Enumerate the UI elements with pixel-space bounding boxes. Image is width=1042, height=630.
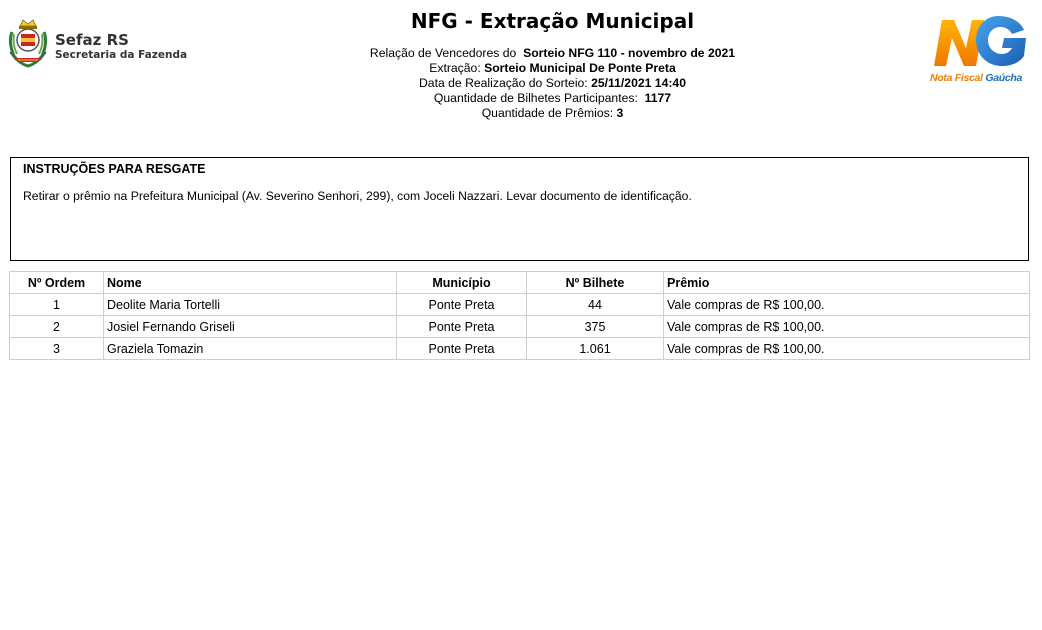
col-header-nome: Nome bbox=[104, 272, 397, 294]
relacao-line bbox=[0, 46, 1042, 61]
table-header-row bbox=[10, 272, 1030, 294]
table-row bbox=[10, 316, 1030, 338]
page-title: NFG - Extração Municipal bbox=[410, 9, 695, 33]
cell-ordem: 1 bbox=[10, 294, 104, 316]
premios-line bbox=[0, 106, 1042, 121]
premios-value: 3 bbox=[616, 106, 624, 120]
cell-premio: Vale compras de R$ 100,00. bbox=[664, 316, 1030, 338]
bilhetes-value: 1177 bbox=[644, 91, 672, 105]
cell-nome: Josiel Fernando Griseli bbox=[104, 316, 397, 338]
relacao-value: Sorteio NFG 110 - novembro de 2021 bbox=[523, 46, 736, 60]
data-line bbox=[0, 76, 1042, 91]
instructions-text: Retirar o prêmio na Prefeitura Municipal (Av. Severino Senhori, 299), com Joceli Nazzari. Levar documento de identificação. bbox=[23, 189, 692, 203]
cell-nome: Deolite Maria Tortelli bbox=[104, 294, 397, 316]
data-label: Data de Realização do Sorteio: bbox=[419, 76, 588, 90]
nfg-tagline bbox=[930, 72, 1022, 84]
nfg-tag-part2: Gaúcha bbox=[985, 72, 1023, 84]
data-value: 25/11/2021 14:40 bbox=[591, 76, 686, 90]
cell-municipio: Ponte Preta bbox=[397, 294, 527, 316]
winners-table bbox=[9, 271, 1030, 360]
bilhetes-label: Quantidade de Bilhetes Participantes: bbox=[433, 91, 638, 105]
cell-ordem: 2 bbox=[10, 316, 104, 338]
nfg-logo bbox=[928, 10, 1032, 90]
nfg-tag-part1: Nota Fiscal bbox=[930, 72, 983, 84]
cell-ordem: 3 bbox=[10, 338, 104, 360]
instructions-title: INSTRUÇÕES PARA RESGATE bbox=[23, 162, 206, 176]
org-subtitle: Secretaria da Fazenda bbox=[55, 49, 188, 61]
col-header-premio: Prêmio bbox=[664, 272, 1030, 294]
page-header bbox=[0, 0, 1042, 130]
relacao-label: Relação de Vencedores do bbox=[369, 46, 517, 60]
cell-premio: Vale compras de R$ 100,00. bbox=[664, 294, 1030, 316]
nota-fiscal-gaucha-logo-icon bbox=[928, 10, 1032, 72]
col-header-municipio: Município bbox=[397, 272, 527, 294]
premios-label: Quantidade de Prêmios: bbox=[481, 106, 614, 120]
col-header-bilhete: Nº Bilhete bbox=[527, 272, 664, 294]
extracao-line bbox=[0, 61, 1042, 76]
table-row bbox=[10, 294, 1030, 316]
bilhetes-line bbox=[0, 91, 1042, 106]
instructions-box bbox=[10, 157, 1029, 261]
cell-municipio: Ponte Preta bbox=[397, 338, 527, 360]
cell-nome: Graziela Tomazin bbox=[104, 338, 397, 360]
draw-metadata bbox=[0, 46, 1042, 121]
org-name: Sefaz RS bbox=[55, 31, 129, 49]
cell-municipio: Ponte Preta bbox=[397, 316, 527, 338]
col-header-ordem: Nº Ordem bbox=[10, 272, 104, 294]
table-row bbox=[10, 338, 1030, 360]
cell-bilhete: 375 bbox=[527, 316, 664, 338]
cell-bilhete: 44 bbox=[527, 294, 664, 316]
cell-bilhete: 1.061 bbox=[527, 338, 664, 360]
cell-premio: Vale compras de R$ 100,00. bbox=[664, 338, 1030, 360]
extracao-label: Extração: bbox=[429, 61, 481, 75]
extracao-value: Sorteio Municipal De Ponte Preta bbox=[484, 61, 676, 75]
